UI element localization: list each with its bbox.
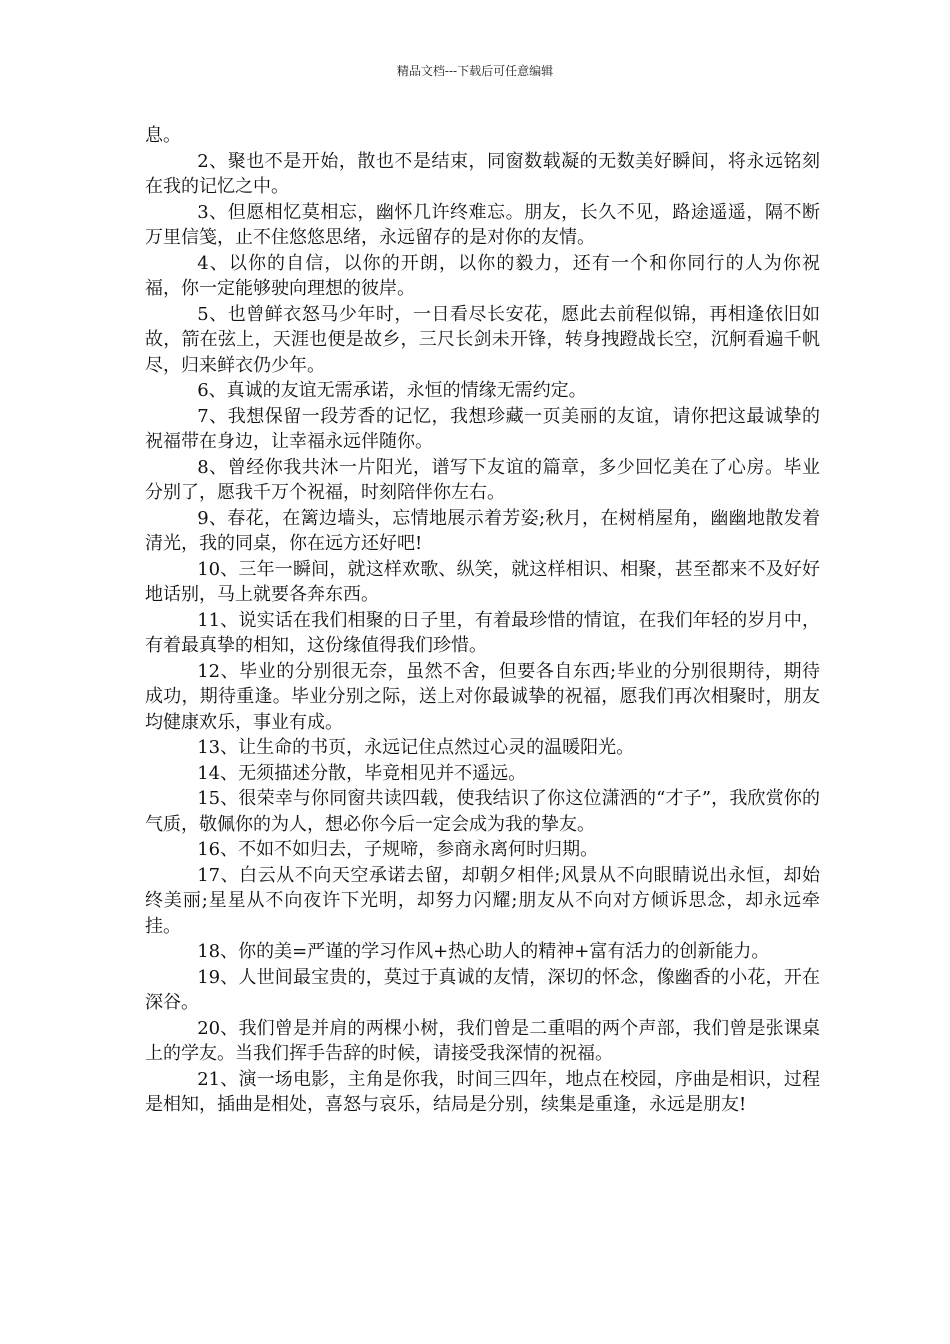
paragraph-16: 16、不如不如归去，子规啼，参商永离何时归期。 xyxy=(197,839,599,860)
paragraph-14: 14、无须描述分散，毕竟相见并不遥远。 xyxy=(197,762,527,784)
paragraph-6: 6、真诚的友谊无需承诺，永恒的情缘无需约定。 xyxy=(197,380,587,401)
paragraph-11: 11、说实话在我们相聚的日子里，有着最珍惜的情谊，在我们年轻的岁月中，有着最真挚的相知，这份缘值得我们珍惜。 xyxy=(145,609,820,656)
paragraph-12: 12、毕业的分别很无奈，虽然不舍，但要各自东西;毕业的分别很期待，期待成功，期待重逢。毕业分别之际，送上对你最诚挚的祝福，愿我们再次相聚时，朋友均健康欢乐，事业有成。 xyxy=(145,660,820,733)
paragraph-2: 2、聚也不是开始，散也不是结束，同窗数载凝的无数美好瞬间，将永远铭刻在我的记忆之中。 xyxy=(145,150,820,197)
paragraph-21: 21、演一场电影，主角是你我，时间三四年，地点在校园，序曲是相识，过程是相知，插曲是相处，喜怒与哀乐，结局是分别，续集是重逢，永远是朋友! xyxy=(145,1068,820,1115)
paragraph-19: 19、人世间最宝贵的，莫过于真诚的友情，深切的怀念，像幽香的小花，开在深谷。 xyxy=(145,966,820,1013)
paragraph-17: 17、白云从不向天空承诺去留，却朝夕相伴;风景从不向眼睛说出永恒，却始终美丽;星星从不向夜许下光明，却努力闪耀;朋友从不向对方倾诉思念，却永远牵挂。 xyxy=(145,864,820,937)
paragraph-continued: 息。 xyxy=(145,125,181,146)
paragraph-4: 4、以你的自信，以你的开朗，以你的毅力，还有一个和你同行的人为你祝福，你一定能够驶向理想的彼岸。 xyxy=(145,252,820,299)
paragraph-7: 7、我想保留一段芳香的记忆，我想珍藏一页美丽的友谊，请你把这最诚挚的祝福带在身边，让幸福永远伴随你。 xyxy=(145,405,820,452)
paragraph-5: 5、也曾鲜衣怒马少年时，一日看尽长安花，愿此去前程似锦，再相逢依旧如故，箭在弦上，天涯也便是故乡，三尺长剑未开锋，转身拽蹬战长空，沉舸看遍千帆尽，归来鲜衣仍少年。 xyxy=(145,303,820,376)
document-body xyxy=(145,123,820,1118)
paragraph-8: 8、曾经你我共沐一片阳光，谱写下友谊的篇章，多少回忆美在了心房。毕业分别了，愿我千万个祝福，时刻陪伴你左右。 xyxy=(145,456,820,503)
paragraph-18: 18、你的美=严谨的学习作风+热心助人的精神+富有活力的创新能力。 xyxy=(197,941,770,962)
paragraph-10: 10、三年一瞬间，就这样欢歌、纵笑，就这样相识、相聚，甚至都来不及好好地话别，马上就要各奔东西。 xyxy=(145,558,820,605)
paragraph-13: 13、让生命的书页，永远记住点然过心灵的温暖阳光。 xyxy=(197,737,635,758)
paragraph-9: 9、春花，在篱边墙头，忘情地展示着芳姿;秋月，在树梢屋角，幽幽地散发着清光，我的同桌，你在远方还好吧! xyxy=(145,507,820,554)
paragraph-20: 20、我们曾是并肩的两棵小树，我们曾是二重唱的两个声部，我们曾是张课桌上的学友。当我们挥手告辞的时候，请接受我深情的祝福。 xyxy=(145,1017,820,1064)
paragraph-15: 15、很荣幸与你同窗共读四载，使我结识了你这位潇洒的“才子”，我欣赏你的气质，敬佩你的为人，想必你今后一定会成为我的挚友。 xyxy=(145,788,820,835)
page-header: 精品文档---下载后可任意编辑 xyxy=(396,64,554,78)
paragraph-3: 3、但愿相忆莫相忘，幽怀几许终难忘。朋友，长久不见，路途遥遥，隔不断万里信笺，止不住悠悠思绪，永远留存的是对你的友情。 xyxy=(145,201,820,248)
